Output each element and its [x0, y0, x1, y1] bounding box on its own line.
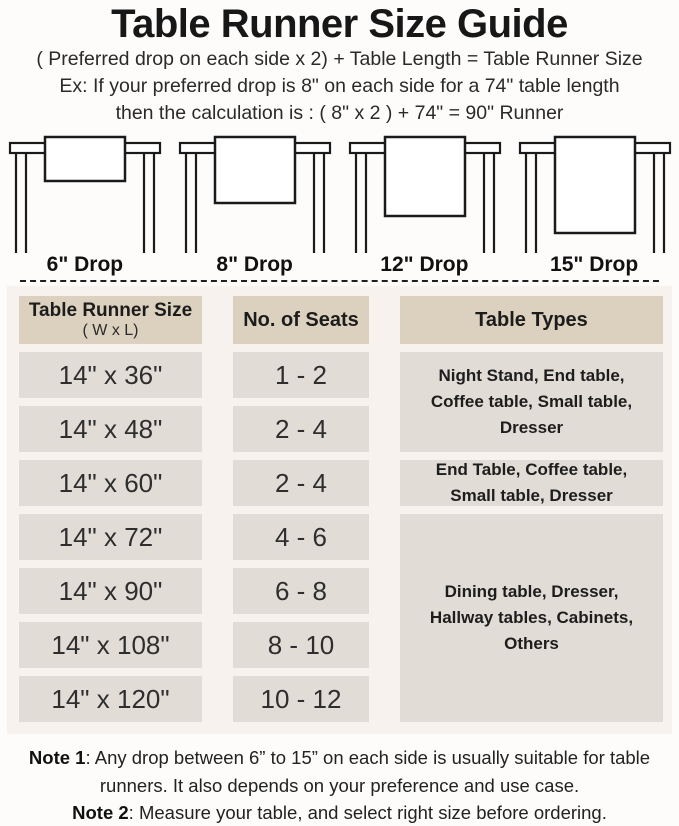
seats-cell: 4 - 6: [233, 514, 369, 560]
table-with-runner-drawing: [0, 133, 170, 253]
dashed-divider: [20, 280, 659, 282]
size-guide-panel: [7, 286, 672, 734]
table-with-runner-drawing: [340, 133, 510, 253]
column-header-runner-size-sub: ( W x L): [82, 322, 139, 339]
note-1: [29, 747, 650, 796]
seats-cell: 2 - 4: [233, 460, 369, 506]
table-types-cell-small-tables: Night Stand, End table, Coffee table, Small table, Dresser: [400, 352, 663, 452]
size-cell: 14" x 90": [19, 568, 202, 614]
column-header-runner-size: [19, 296, 202, 344]
size-cell: 14" x 120": [19, 676, 202, 722]
column-header-seats: No. of Seats: [233, 296, 369, 344]
drop-label-15in: 15" Drop: [550, 253, 639, 276]
drop-labels-row: [0, 253, 679, 279]
drop-label-12in: 12" Drop: [380, 253, 469, 276]
header: [0, 0, 679, 133]
seats-cell: 2 - 4: [233, 406, 369, 452]
example-line-1: Ex: If your preferred drop is 8" on each side for a 74" table length: [59, 75, 620, 97]
size-cell: 14" x 72": [19, 514, 202, 560]
note-2: [72, 802, 607, 823]
column-header-table-types: Table Types: [400, 296, 663, 344]
example-line-2: then the calculation is : ( 8" x 2 ) + 74" = 90" Runner: [115, 102, 564, 124]
table-with-runner-drawing: [170, 133, 340, 253]
table-illustration-15in-drop: [510, 133, 679, 253]
table-illustration-6in-drop: [0, 133, 170, 253]
seats-cell: 6 - 8: [233, 568, 369, 614]
page-title: Table Runner Size Guide: [111, 2, 568, 46]
size-cell: 14" x 108": [19, 622, 202, 668]
table-illustration-12in-drop: [340, 133, 510, 253]
size-cell: 14" x 60": [19, 460, 202, 506]
seats-cell: 1 - 2: [233, 352, 369, 398]
table-types-cell-large-tables: Dining table, Dresser, Hallway tables, Cabinets, Others: [400, 514, 663, 722]
note-2-text: : Measure your table, and select right size before ordering.: [128, 802, 607, 823]
note-2-label: Note 2: [72, 802, 129, 823]
seats-cell: 8 - 10: [233, 622, 369, 668]
size-cell: 14" x 48": [19, 406, 202, 452]
note-1-text: : Any drop between 6” to 15” on each side is usually suitable for table runners. It also depends on your preference and use case.: [85, 747, 651, 796]
size-guide-table: [19, 296, 663, 722]
drop-label-8in: 8" Drop: [216, 253, 293, 276]
seats-cell: 10 - 12: [233, 676, 369, 722]
size-cell: 14" x 36": [19, 352, 202, 398]
table-types-cell-medium-tables: End Table, Coffee table, Small table, Dresser: [400, 460, 663, 506]
table-illustration-8in-drop: [170, 133, 340, 253]
table-with-runner-drawing: [510, 133, 679, 253]
column-header-runner-size-label: Table Runner Size: [28, 300, 193, 321]
note-1-label: Note 1: [28, 747, 86, 768]
drop-illustrations: [0, 133, 679, 253]
drop-label-6in: 6" Drop: [46, 253, 124, 276]
formula-line: ( Preferred drop on each side x 2) + Table Length = Table Runner Size: [36, 48, 643, 70]
notes-section: [9, 734, 671, 826]
